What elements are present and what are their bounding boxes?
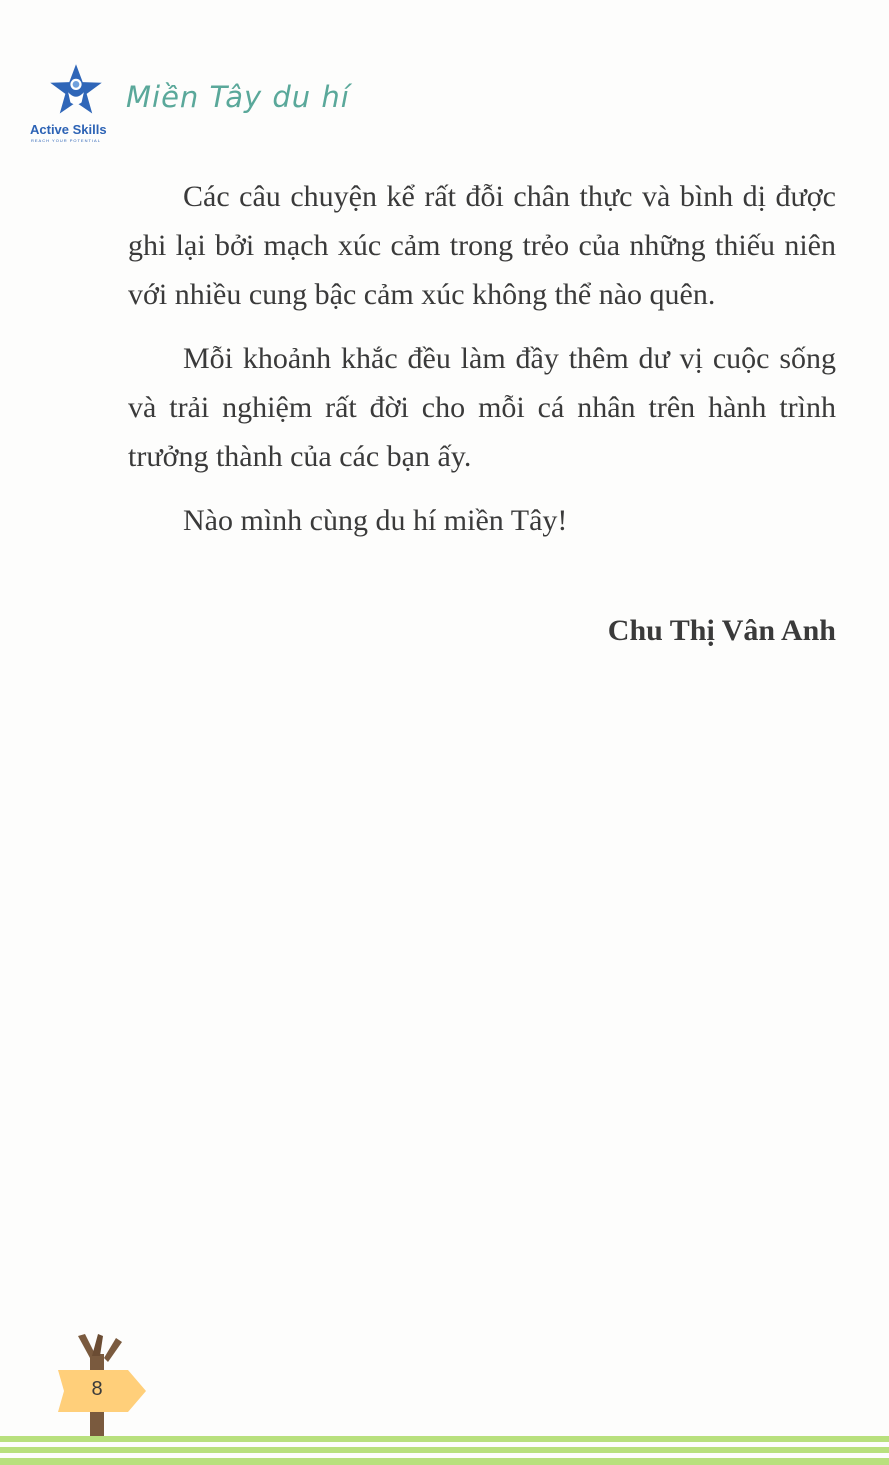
paragraph-3: Nào mình cùng du hí miền Tây!	[183, 504, 568, 537]
logo-name: Active Skills	[30, 122, 107, 137]
publisher-logo	[28, 62, 124, 146]
footer-stripe	[0, 1458, 889, 1465]
logo-tagline: REACH YOUR POTENTIAL	[31, 138, 101, 143]
running-header-title: Miền Tây du hí	[126, 80, 350, 114]
footer-stripes	[0, 1436, 889, 1465]
footer-stripe	[0, 1436, 889, 1442]
paragraph-2: Mỗi khoảnh khắc đều làm đầy thêm dư vị cuộc sống và trải nghiệm rất đời cho mỗi cá nhân trên hành trình trưởng thành của các bạn ấy.	[128, 342, 836, 473]
star-person-icon	[48, 62, 104, 118]
paragraph-1: Các câu chuyện kể rất đỗi chân thực và bình dị được ghi lại bởi mạch xúc cảm trong trẻo của những thiếu niên với nhiều cung bậc cảm xúc không thể nào quên.	[128, 180, 836, 311]
author-signature: Chu Thị Vân Anh	[607, 614, 836, 647]
body-text	[128, 172, 836, 560]
page-number: 8	[91, 1378, 103, 1400]
footer-stripe	[0, 1447, 889, 1453]
